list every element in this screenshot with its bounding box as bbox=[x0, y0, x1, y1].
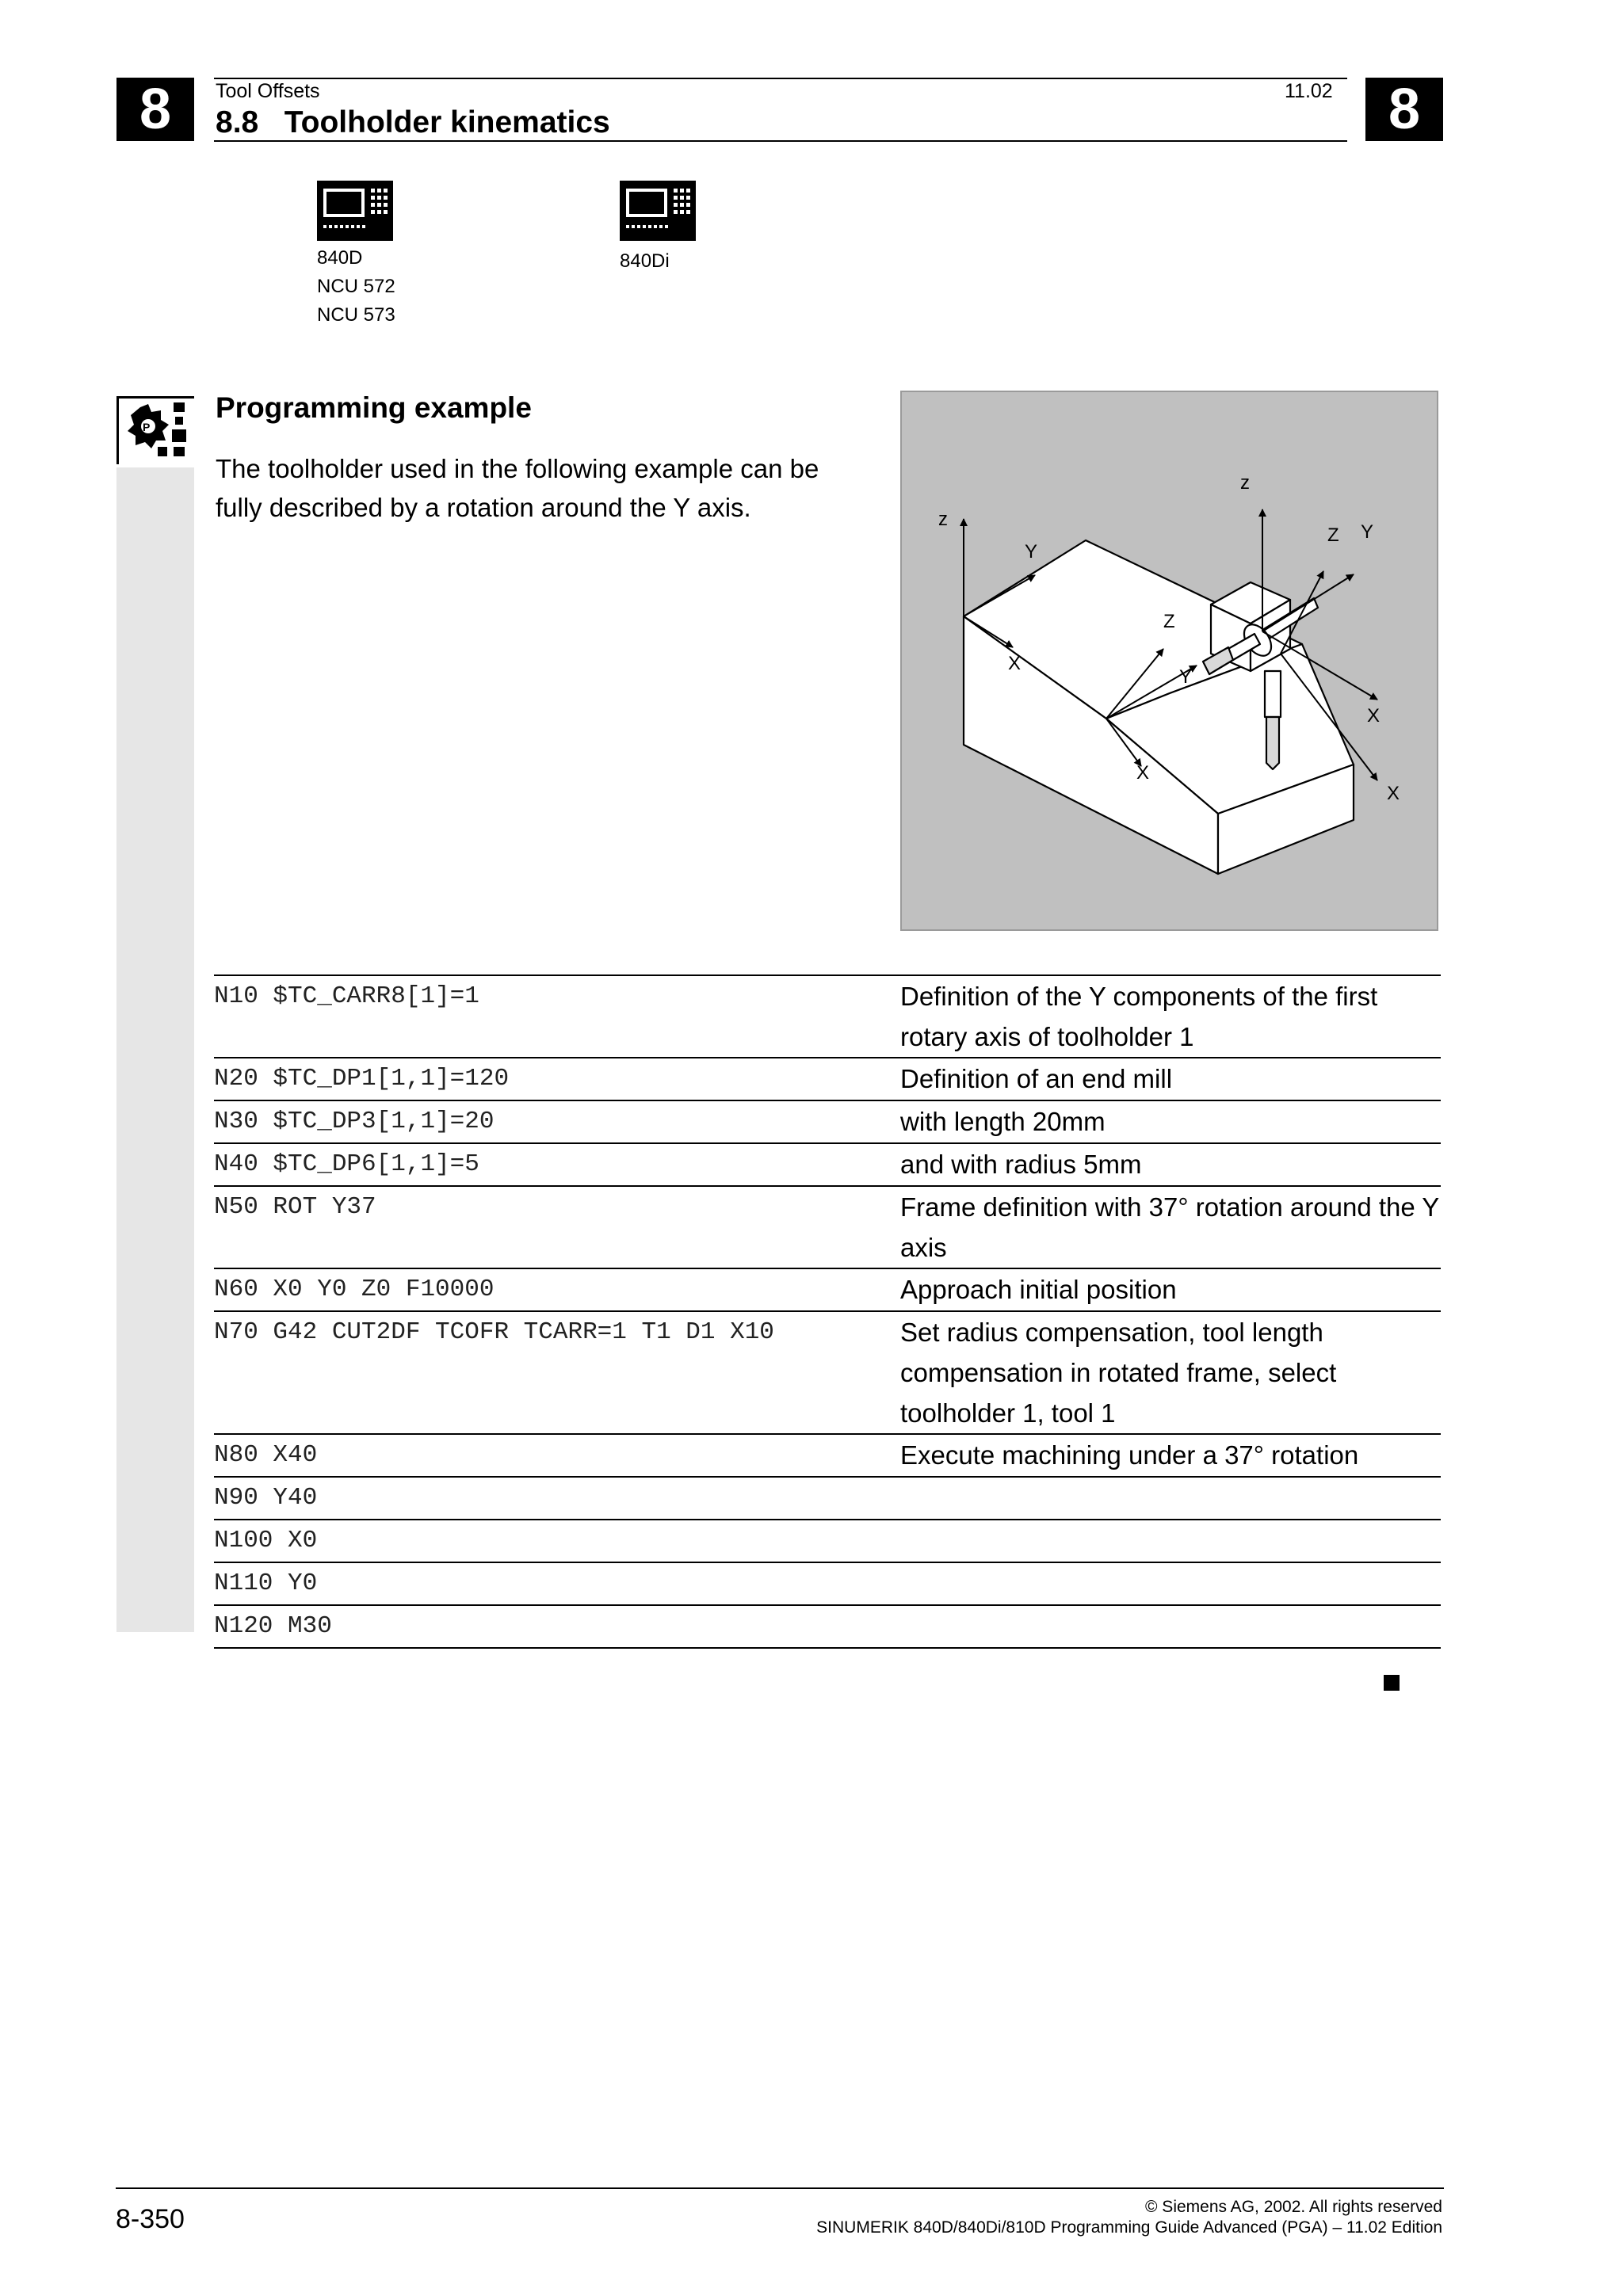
controller-label: NCU 572 bbox=[317, 276, 395, 297]
table-row bbox=[214, 1519, 1441, 1562]
chapter-badge-left: 8 bbox=[116, 78, 194, 141]
table-row bbox=[214, 1185, 1441, 1268]
code-cell: N50 ROT Y37 bbox=[214, 1193, 376, 1221]
comment-cell: Approach initial position bbox=[900, 1275, 1177, 1304]
monitor-icon bbox=[620, 181, 696, 241]
end-of-section-marker bbox=[1384, 1675, 1400, 1691]
comment-cell: Definition of an end mill bbox=[900, 1064, 1173, 1093]
copyright-notice: © Siemens AG, 2002. All rights reserved bbox=[1145, 2198, 1442, 2216]
comment-cell: Execute machining under a 37° rotation bbox=[900, 1440, 1359, 1470]
code-cell: N40 $TC_DP6[1,1]=5 bbox=[214, 1150, 479, 1178]
table-row bbox=[214, 1604, 1441, 1649]
table-row bbox=[214, 1433, 1441, 1476]
kinematics-figure bbox=[900, 391, 1438, 931]
table-row bbox=[214, 1310, 1441, 1433]
chapter-badge-right: 8 bbox=[1365, 78, 1443, 141]
table-row bbox=[214, 1057, 1441, 1100]
comment-cell: Frame definition with 37° rotation around the Y axis bbox=[900, 1192, 1439, 1262]
axis-label: Y bbox=[1361, 521, 1374, 543]
comment-cell bbox=[900, 1563, 1441, 1604]
monitor-icon bbox=[317, 181, 393, 241]
table-row bbox=[214, 1476, 1441, 1519]
svg-text:P: P bbox=[143, 421, 151, 433]
table-row bbox=[214, 974, 1441, 1057]
comment-cell bbox=[900, 1606, 1441, 1647]
code-cell: N60 X0 Y0 Z0 F10000 bbox=[214, 1276, 495, 1303]
comment-cell bbox=[900, 1520, 1441, 1562]
axis-label: Y bbox=[1025, 541, 1038, 563]
axis-label: Z bbox=[1327, 524, 1339, 546]
controller-label: 840D bbox=[317, 247, 363, 269]
code-cell: N20 $TC_DP1[1,1]=120 bbox=[214, 1065, 510, 1093]
axis-label: X bbox=[1387, 783, 1400, 804]
axis-label: X bbox=[1136, 762, 1150, 784]
code-cell: N100 X0 bbox=[214, 1527, 318, 1554]
table-row bbox=[214, 1268, 1441, 1310]
axis-label: Y bbox=[1179, 666, 1193, 688]
axis-label: X bbox=[1008, 653, 1022, 674]
program-table bbox=[214, 974, 1441, 1649]
table-row bbox=[214, 1562, 1441, 1604]
controller-label: 840Di bbox=[620, 250, 670, 272]
comment-cell bbox=[900, 1478, 1441, 1519]
table-row bbox=[214, 1100, 1441, 1142]
section-breadcrumb: Tool Offsets bbox=[216, 80, 320, 102]
page-number: 8-350 bbox=[116, 2204, 185, 2234]
comment-cell: Set radius compensation, tool length compensation in rotated frame, select toolholder 1, tool 1 bbox=[900, 1318, 1337, 1428]
section-heading: Programming example bbox=[216, 391, 532, 424]
code-cell: N110 Y0 bbox=[214, 1569, 318, 1597]
intro-paragraph: The toolholder used in the following example can be fully described by a rotation around the Y axis. bbox=[216, 454, 819, 522]
header-bottom-rule bbox=[214, 140, 1347, 142]
axis-label: z bbox=[938, 509, 948, 530]
table-row bbox=[214, 1142, 1441, 1185]
axis-label: Z bbox=[1163, 611, 1175, 632]
comment-cell: Definition of the Y components of the first rotary axis of toolholder 1 bbox=[900, 982, 1378, 1051]
document-title: SINUMERIK 840D/840Di/810D Programming Guide Advanced (PGA) – 11.02 Edition bbox=[816, 2218, 1442, 2237]
code-cell: N80 X40 bbox=[214, 1441, 318, 1469]
code-cell: N90 Y40 bbox=[214, 1484, 318, 1512]
code-cell: N120 M30 bbox=[214, 1612, 332, 1640]
controller-label-group-2 bbox=[620, 247, 670, 276]
axis-label: z bbox=[1240, 472, 1250, 494]
controller-label-group-1 bbox=[317, 244, 395, 330]
controller-label: NCU 573 bbox=[317, 304, 395, 326]
code-cell: N10 $TC_CARR8[1]=1 bbox=[214, 982, 479, 1010]
comment-cell: with length 20mm bbox=[900, 1107, 1106, 1136]
page-title: 8.8 Toolholder kinematics bbox=[216, 105, 610, 139]
version-label: 11.02 bbox=[1285, 80, 1333, 102]
axis-label: X bbox=[1367, 705, 1381, 727]
margin-bar bbox=[116, 467, 194, 1632]
programming-icon bbox=[116, 396, 194, 464]
footer-rule bbox=[116, 2187, 1444, 2189]
comment-cell: and with radius 5mm bbox=[900, 1150, 1142, 1179]
header-top-rule bbox=[214, 78, 1347, 79]
code-cell: N30 $TC_DP3[1,1]=20 bbox=[214, 1108, 495, 1135]
code-cell: N70 G42 CUT2DF TCOFR TCARR=1 T1 D1 X10 bbox=[214, 1318, 774, 1346]
